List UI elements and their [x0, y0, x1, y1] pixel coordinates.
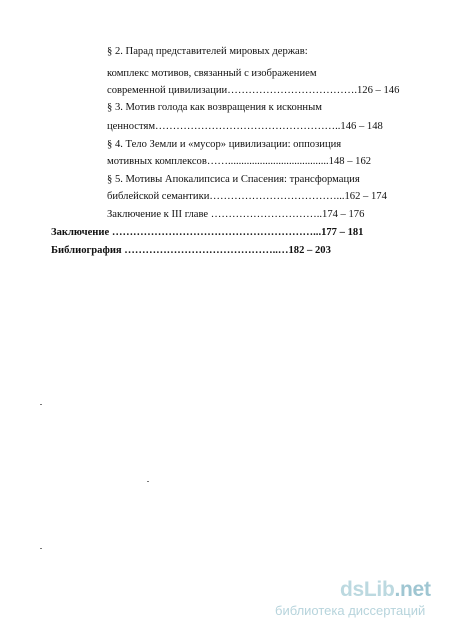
- scan-speck: [147, 481, 149, 482]
- toc-section-4-entry: мотивных комплексов……......................................148 – 162: [107, 156, 372, 167]
- watermark-logo: [340, 578, 431, 602]
- toc-section-5-entry: библейской семантики………………………………...162 – 174: [107, 191, 387, 202]
- toc-section-3-entry: ценностям……………………………………………..146 – 148: [107, 121, 383, 132]
- toc-section-4-title: § 4. Тело Земли и «мусор» цивилизации: оппозиция: [107, 139, 342, 150]
- toc-bibliography: Библиография ……………………………………..…182 – 203: [51, 245, 331, 256]
- toc-section-2-entry: современной цивилизации……………………………….126 – 146: [107, 85, 400, 96]
- watermark-brand-suffix: .net: [394, 578, 431, 601]
- watermark-brand-main: dsLib: [340, 578, 395, 601]
- toc-chapter-3-conclusion: Заключение к III главе …………………………..174 – 176: [107, 209, 365, 220]
- toc-section-2-title-line-1: § 2. Парад представителей мировых держав:: [107, 46, 308, 57]
- toc-section-3-title: § 3. Мотив голода как возвращения к исконным: [107, 102, 322, 113]
- toc-section-2-title-line-2: комплекс мотивов, связанный с изображением: [107, 68, 317, 79]
- watermark-tagline: библиотека диссертаций: [275, 603, 426, 618]
- toc-conclusion: Заключение …………………………………………………...177 – 181: [51, 227, 364, 238]
- toc-section-5-title: § 5. Мотивы Апокалипсиса и Спасения: трансформация: [107, 174, 360, 185]
- scan-speck: [40, 548, 42, 549]
- scan-speck: [40, 404, 42, 405]
